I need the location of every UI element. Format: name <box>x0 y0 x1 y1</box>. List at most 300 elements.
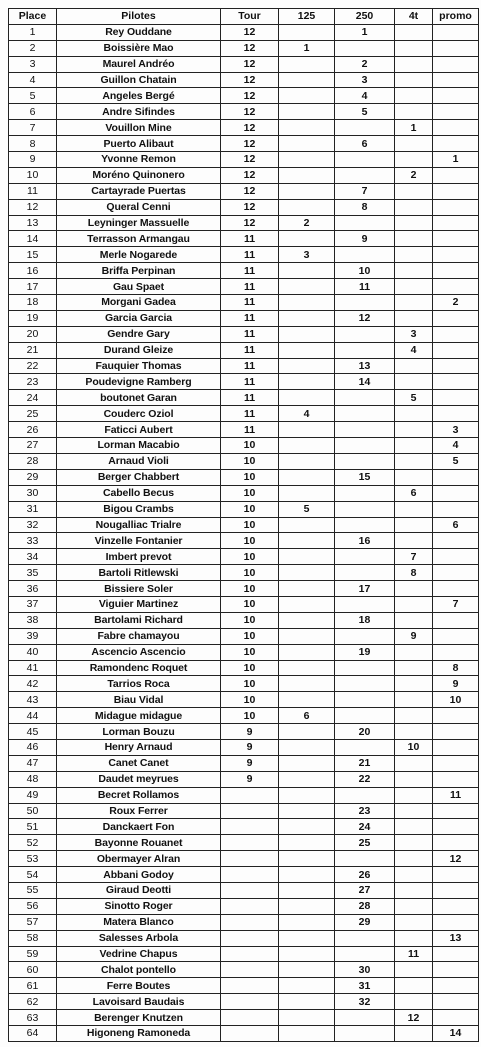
cell-promo <box>433 247 479 263</box>
cell-125 <box>279 183 335 199</box>
cell-4t <box>395 517 433 533</box>
cell-125 <box>279 1010 335 1026</box>
cell-125 <box>279 120 335 136</box>
table-row <box>9 1026 479 1042</box>
cell-pilote: boutonet Garan <box>57 390 221 406</box>
cell-250 <box>335 596 395 612</box>
cell-place: 53 <box>9 851 57 867</box>
cell-250 <box>335 485 395 501</box>
cell-pilote: Nougalliac Trialre <box>57 517 221 533</box>
cell-promo <box>433 708 479 724</box>
cell-pilote: Durand Gleize <box>57 342 221 358</box>
cell-tour: 10 <box>221 565 279 581</box>
cell-promo <box>433 120 479 136</box>
cell-tour: 10 <box>221 485 279 501</box>
cell-125 <box>279 803 335 819</box>
cell-pilote: Becret Rollamos <box>57 787 221 803</box>
cell-4t <box>395 247 433 263</box>
cell-4t <box>395 867 433 883</box>
table-row <box>9 644 479 660</box>
cell-tour: 12 <box>221 88 279 104</box>
cell-4t <box>395 88 433 104</box>
cell-250: 30 <box>335 962 395 978</box>
cell-250 <box>335 342 395 358</box>
cell-4t <box>395 803 433 819</box>
cell-pilote: Poudevigne Ramberg <box>57 374 221 390</box>
cell-4t <box>395 263 433 279</box>
cell-250: 9 <box>335 231 395 247</box>
cell-promo <box>433 803 479 819</box>
cell-place: 10 <box>9 167 57 183</box>
cell-place: 38 <box>9 612 57 628</box>
cell-promo <box>433 739 479 755</box>
table-row <box>9 422 479 438</box>
cell-125 <box>279 453 335 469</box>
cell-place: 3 <box>9 56 57 72</box>
table-row <box>9 565 479 581</box>
table-row <box>9 1010 479 1026</box>
cell-place: 24 <box>9 390 57 406</box>
table-row <box>9 453 479 469</box>
cell-125 <box>279 644 335 660</box>
cell-tour: 11 <box>221 310 279 326</box>
table-row <box>9 962 479 978</box>
cell-4t: 1 <box>395 120 433 136</box>
cell-4t: 2 <box>395 167 433 183</box>
cell-4t <box>395 40 433 56</box>
cell-tour: 10 <box>221 453 279 469</box>
cell-125 <box>279 612 335 628</box>
cell-place: 46 <box>9 739 57 755</box>
cell-125 <box>279 851 335 867</box>
table-row <box>9 88 479 104</box>
cell-promo: 11 <box>433 787 479 803</box>
cell-tour: 10 <box>221 644 279 660</box>
header-125: 125 <box>279 9 335 25</box>
table-row <box>9 136 479 152</box>
cell-promo <box>433 390 479 406</box>
cell-250 <box>335 453 395 469</box>
cell-250: 14 <box>335 374 395 390</box>
cell-tour <box>221 803 279 819</box>
cell-promo <box>433 183 479 199</box>
cell-250 <box>335 120 395 136</box>
cell-250 <box>335 422 395 438</box>
cell-pilote: Canet Canet <box>57 755 221 771</box>
cell-promo: 4 <box>433 438 479 454</box>
table-row <box>9 994 479 1010</box>
cell-4t: 12 <box>395 1010 433 1026</box>
cell-tour <box>221 1026 279 1042</box>
cell-4t <box>395 787 433 803</box>
cell-tour: 10 <box>221 549 279 565</box>
cell-tour <box>221 787 279 803</box>
cell-250: 19 <box>335 644 395 660</box>
cell-4t <box>395 978 433 994</box>
cell-250: 28 <box>335 898 395 914</box>
cell-4t <box>395 453 433 469</box>
cell-125 <box>279 819 335 835</box>
cell-place: 63 <box>9 1010 57 1026</box>
cell-125 <box>279 946 335 962</box>
cell-125 <box>279 310 335 326</box>
cell-pilote: Lorman Macabio <box>57 438 221 454</box>
cell-tour: 11 <box>221 247 279 263</box>
cell-place: 22 <box>9 358 57 374</box>
cell-125 <box>279 295 335 311</box>
cell-promo: 10 <box>433 692 479 708</box>
cell-place: 50 <box>9 803 57 819</box>
cell-place: 9 <box>9 152 57 168</box>
cell-place: 34 <box>9 549 57 565</box>
cell-125 <box>279 263 335 279</box>
cell-place: 31 <box>9 501 57 517</box>
cell-125 <box>279 358 335 374</box>
cell-promo <box>433 882 479 898</box>
cell-promo <box>433 1010 479 1026</box>
cell-pilote: Obermayer Alran <box>57 851 221 867</box>
cell-250: 21 <box>335 755 395 771</box>
cell-promo <box>433 946 479 962</box>
cell-250: 11 <box>335 279 395 295</box>
cell-pilote: Boissière Mao <box>57 40 221 56</box>
cell-place: 30 <box>9 485 57 501</box>
cell-pilote: Salesses Arbola <box>57 930 221 946</box>
cell-125 <box>279 739 335 755</box>
header-tour: Tour <box>221 9 279 25</box>
cell-place: 43 <box>9 692 57 708</box>
cell-tour <box>221 882 279 898</box>
cell-place: 1 <box>9 24 57 40</box>
cell-tour: 10 <box>221 708 279 724</box>
cell-125 <box>279 485 335 501</box>
cell-250 <box>335 1026 395 1042</box>
cell-pilote: Daudet meyrues <box>57 771 221 787</box>
cell-125 <box>279 962 335 978</box>
cell-pilote: Garcia Garcia <box>57 310 221 326</box>
cell-tour: 11 <box>221 406 279 422</box>
cell-pilote: Henry Arnaud <box>57 739 221 755</box>
cell-250: 10 <box>335 263 395 279</box>
cell-promo <box>433 835 479 851</box>
header-250: 250 <box>335 9 395 25</box>
cell-place: 40 <box>9 644 57 660</box>
cell-pilote: Bayonne Rouanet <box>57 835 221 851</box>
cell-place: 57 <box>9 914 57 930</box>
cell-tour: 10 <box>221 517 279 533</box>
table-row <box>9 56 479 72</box>
cell-pilote: Gendre Gary <box>57 326 221 342</box>
cell-place: 21 <box>9 342 57 358</box>
cell-promo <box>433 914 479 930</box>
cell-promo <box>433 755 479 771</box>
table-row <box>9 882 479 898</box>
cell-125: 3 <box>279 247 335 263</box>
cell-pilote: Giraud Deotti <box>57 882 221 898</box>
cell-tour: 12 <box>221 24 279 40</box>
cell-tour: 10 <box>221 596 279 612</box>
cell-pilote: Sinotto Roger <box>57 898 221 914</box>
cell-4t: 6 <box>395 485 433 501</box>
cell-promo <box>433 565 479 581</box>
cell-125 <box>279 136 335 152</box>
cell-4t <box>395 930 433 946</box>
header-promo: promo <box>433 9 479 25</box>
cell-4t <box>395 406 433 422</box>
cell-125: 6 <box>279 708 335 724</box>
cell-promo <box>433 628 479 644</box>
table-row <box>9 549 479 565</box>
cell-place: 41 <box>9 660 57 676</box>
cell-place: 59 <box>9 946 57 962</box>
table-row <box>9 326 479 342</box>
cell-250 <box>335 565 395 581</box>
table-row <box>9 692 479 708</box>
cell-250 <box>335 215 395 231</box>
cell-250: 6 <box>335 136 395 152</box>
cell-tour: 11 <box>221 295 279 311</box>
table-row <box>9 72 479 88</box>
cell-4t <box>395 183 433 199</box>
cell-tour: 12 <box>221 40 279 56</box>
cell-250 <box>335 517 395 533</box>
table-row <box>9 867 479 883</box>
cell-promo <box>433 358 479 374</box>
table-row <box>9 946 479 962</box>
cell-4t <box>395 962 433 978</box>
cell-pilote: Puerto Alibaut <box>57 136 221 152</box>
cell-place: 29 <box>9 469 57 485</box>
cell-pilote: Viguier Martinez <box>57 596 221 612</box>
cell-promo <box>433 342 479 358</box>
cell-place: 32 <box>9 517 57 533</box>
cell-pilote: Lorman Bouzu <box>57 724 221 740</box>
cell-250 <box>335 660 395 676</box>
cell-125: 4 <box>279 406 335 422</box>
cell-promo <box>433 104 479 120</box>
cell-promo <box>433 501 479 517</box>
table-row <box>9 40 479 56</box>
cell-tour: 10 <box>221 660 279 676</box>
cell-tour: 10 <box>221 533 279 549</box>
cell-place: 35 <box>9 565 57 581</box>
cell-125: 1 <box>279 40 335 56</box>
cell-place: 5 <box>9 88 57 104</box>
table-row <box>9 279 479 295</box>
cell-125 <box>279 994 335 1010</box>
cell-tour: 11 <box>221 231 279 247</box>
cell-promo: 1 <box>433 152 479 168</box>
cell-tour <box>221 962 279 978</box>
cell-promo <box>433 24 479 40</box>
table-row <box>9 501 479 517</box>
cell-tour <box>221 867 279 883</box>
cell-place: 14 <box>9 231 57 247</box>
header-row <box>9 9 479 25</box>
cell-250 <box>335 167 395 183</box>
cell-place: 62 <box>9 994 57 1010</box>
table-row <box>9 724 479 740</box>
cell-promo <box>433 485 479 501</box>
cell-125 <box>279 104 335 120</box>
table-row <box>9 835 479 851</box>
cell-250 <box>335 1010 395 1026</box>
cell-tour: 12 <box>221 183 279 199</box>
cell-250: 2 <box>335 56 395 72</box>
cell-250 <box>335 247 395 263</box>
cell-125 <box>279 565 335 581</box>
cell-4t <box>395 469 433 485</box>
cell-4t <box>395 310 433 326</box>
cell-pilote: Bartoli Ritlewski <box>57 565 221 581</box>
cell-place: 51 <box>9 819 57 835</box>
table-row <box>9 167 479 183</box>
cell-place: 47 <box>9 755 57 771</box>
table-row <box>9 771 479 787</box>
cell-pilote: Abbani Godoy <box>57 867 221 883</box>
cell-pilote: Fauquier Thomas <box>57 358 221 374</box>
cell-250 <box>335 40 395 56</box>
table-row <box>9 374 479 390</box>
cell-promo <box>433 867 479 883</box>
cell-250: 31 <box>335 978 395 994</box>
cell-pilote: Bartolami Richard <box>57 612 221 628</box>
cell-125 <box>279 326 335 342</box>
cell-tour: 10 <box>221 676 279 692</box>
cell-place: 42 <box>9 676 57 692</box>
cell-4t <box>395 724 433 740</box>
table-row <box>9 469 479 485</box>
cell-pilote: Vouillon Mine <box>57 120 221 136</box>
header-pilotes: Pilotes <box>57 9 221 25</box>
cell-promo <box>433 40 479 56</box>
cell-tour <box>221 946 279 962</box>
cell-pilote: Yvonne Remon <box>57 152 221 168</box>
cell-125 <box>279 56 335 72</box>
cell-4t <box>395 835 433 851</box>
cell-4t <box>395 215 433 231</box>
cell-promo <box>433 167 479 183</box>
cell-pilote: Bigou Crambs <box>57 501 221 517</box>
cell-tour: 12 <box>221 72 279 88</box>
cell-pilote: Vedrine Chapus <box>57 946 221 962</box>
cell-250 <box>335 406 395 422</box>
cell-pilote: Ramondenc Roquet <box>57 660 221 676</box>
cell-pilote: Lavoisard Baudais <box>57 994 221 1010</box>
cell-4t <box>395 692 433 708</box>
cell-place: 12 <box>9 199 57 215</box>
cell-125 <box>279 517 335 533</box>
cell-250 <box>335 326 395 342</box>
cell-250: 24 <box>335 819 395 835</box>
cell-promo <box>433 898 479 914</box>
cell-place: 28 <box>9 453 57 469</box>
cell-promo: 5 <box>433 453 479 469</box>
cell-tour <box>221 978 279 994</box>
cell-place: 61 <box>9 978 57 994</box>
table-row <box>9 24 479 40</box>
cell-250: 13 <box>335 358 395 374</box>
cell-tour: 10 <box>221 501 279 517</box>
cell-promo <box>433 263 479 279</box>
cell-4t <box>395 533 433 549</box>
cell-125: 5 <box>279 501 335 517</box>
cell-4t <box>395 358 433 374</box>
cell-tour <box>221 851 279 867</box>
cell-4t: 11 <box>395 946 433 962</box>
table-row <box>9 819 479 835</box>
cell-promo <box>433 72 479 88</box>
table-row <box>9 438 479 454</box>
cell-250 <box>335 739 395 755</box>
cell-125 <box>279 898 335 914</box>
cell-place: 2 <box>9 40 57 56</box>
cell-tour: 11 <box>221 374 279 390</box>
cell-promo: 9 <box>433 676 479 692</box>
cell-125 <box>279 581 335 597</box>
table-row <box>9 787 479 803</box>
table-row <box>9 183 479 199</box>
cell-125 <box>279 24 335 40</box>
cell-place: 7 <box>9 120 57 136</box>
cell-4t <box>395 24 433 40</box>
cell-tour: 9 <box>221 771 279 787</box>
cell-place: 20 <box>9 326 57 342</box>
cell-tour: 10 <box>221 692 279 708</box>
cell-tour <box>221 898 279 914</box>
table-row <box>9 104 479 120</box>
cell-place: 26 <box>9 422 57 438</box>
cell-place: 55 <box>9 882 57 898</box>
cell-4t <box>395 56 433 72</box>
table-row <box>9 930 479 946</box>
cell-pilote: Fabre chamayou <box>57 628 221 644</box>
table-row <box>9 755 479 771</box>
cell-4t <box>395 771 433 787</box>
table-row <box>9 803 479 819</box>
table-row <box>9 898 479 914</box>
cell-125 <box>279 755 335 771</box>
cell-place: 15 <box>9 247 57 263</box>
results-table <box>8 8 479 1042</box>
cell-4t <box>395 581 433 597</box>
cell-pilote: Andre Sifindes <box>57 104 221 120</box>
cell-promo <box>433 56 479 72</box>
cell-250 <box>335 708 395 724</box>
cell-place: 25 <box>9 406 57 422</box>
cell-tour: 9 <box>221 755 279 771</box>
cell-promo <box>433 644 479 660</box>
cell-250: 32 <box>335 994 395 1010</box>
cell-4t <box>395 596 433 612</box>
cell-tour: 11 <box>221 326 279 342</box>
cell-place: 27 <box>9 438 57 454</box>
cell-4t <box>395 104 433 120</box>
cell-4t: 3 <box>395 326 433 342</box>
cell-place: 48 <box>9 771 57 787</box>
cell-125 <box>279 628 335 644</box>
cell-tour: 10 <box>221 581 279 597</box>
header-4t: 4t <box>395 9 433 25</box>
cell-4t: 4 <box>395 342 433 358</box>
cell-place: 33 <box>9 533 57 549</box>
cell-250 <box>335 676 395 692</box>
cell-4t <box>395 231 433 247</box>
table-row <box>9 914 479 930</box>
cell-125 <box>279 231 335 247</box>
cell-250: 17 <box>335 581 395 597</box>
cell-pilote: Cartayrade Puertas <box>57 183 221 199</box>
